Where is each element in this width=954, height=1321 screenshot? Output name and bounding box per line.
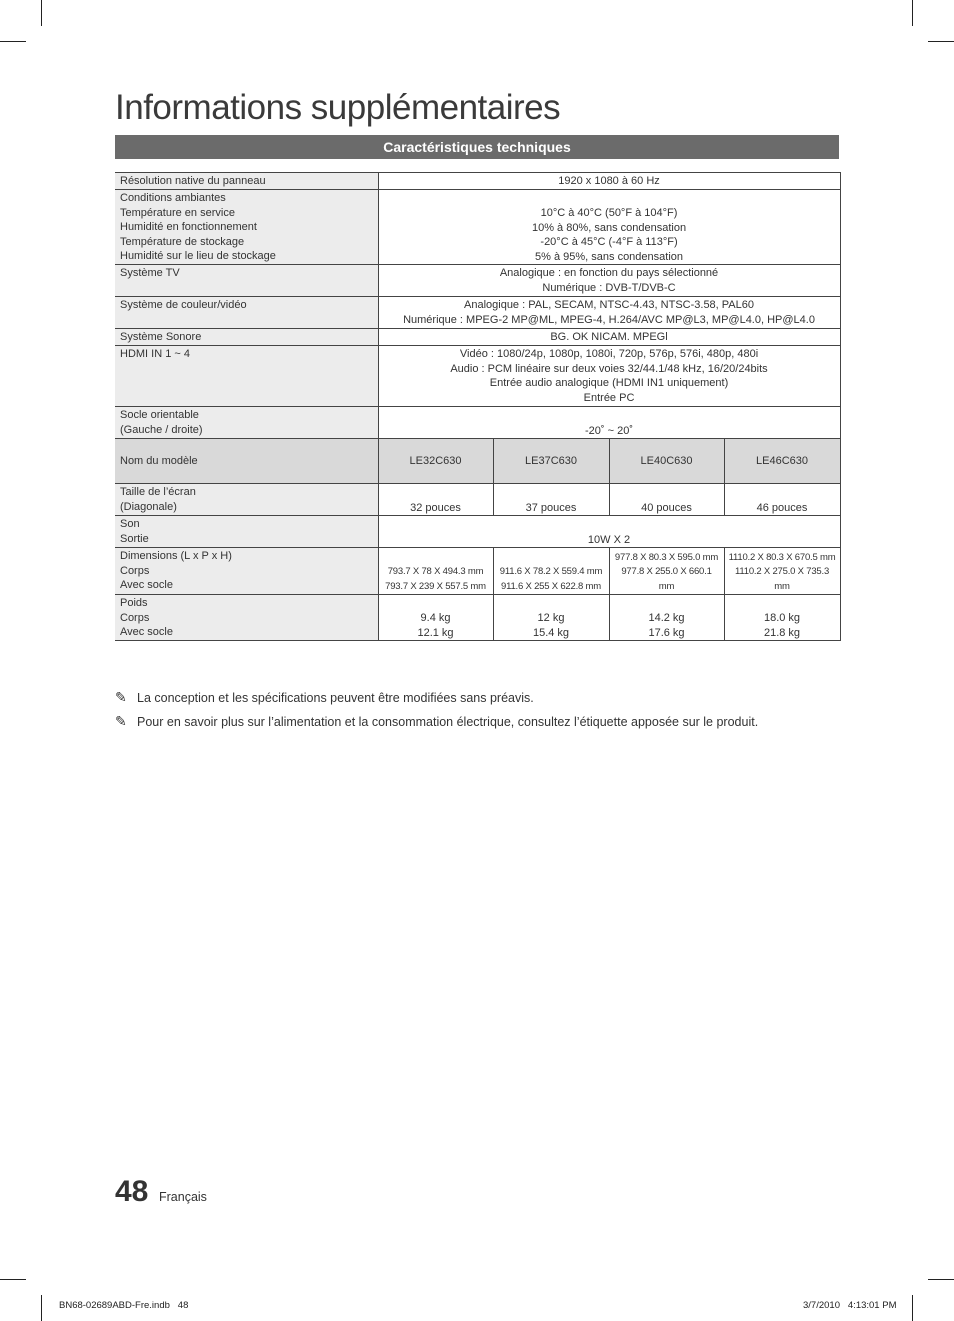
label-line: Socle orientable: [120, 409, 199, 421]
notes: [115, 688, 855, 736]
crop-mark: [912, 0, 913, 26]
label-line: Conditions ambiantes: [120, 192, 226, 204]
value-cell: [609, 548, 724, 595]
value-line: 10% à 80%, sans condensation: [531, 221, 687, 234]
row-label: Nom du modèle: [115, 439, 378, 484]
pencil-note-icon: ✎: [115, 689, 127, 705]
row-label: [115, 548, 378, 595]
label-line: Température en service: [120, 206, 235, 219]
footer-timestamp: 3/7/2010 4:13:01 PM: [803, 1300, 897, 1311]
note-item: [115, 688, 855, 712]
row-label: [115, 190, 378, 265]
label-line: Corps: [120, 611, 150, 624]
row-label: [115, 484, 378, 516]
label-line: Corps: [120, 564, 150, 577]
row-label: [115, 407, 378, 439]
value-line: 911.6 X 255 X 622.8 mm: [501, 580, 601, 592]
table-row-conditions: [115, 190, 840, 265]
note-text: La conception et les spécifications peuvent être modifiées sans préavis.: [137, 691, 534, 705]
row-value: BG. OK NICAM. MPEGl: [378, 329, 840, 346]
value-line: 15.4 kg: [532, 626, 570, 639]
row-value: [378, 265, 840, 297]
row-value: [378, 190, 840, 265]
crop-mark: [0, 1279, 26, 1280]
value-line: Analogique : PAL, SECAM, NTSC-4.43, NTSC-3.58, PAL60: [464, 299, 755, 311]
table-row-sound: [115, 516, 840, 548]
page-language: Français: [159, 1190, 207, 1204]
table-row-stand: [115, 407, 840, 439]
value-cell: [493, 595, 609, 641]
label-line: Dimensions (L x P x H): [120, 550, 232, 562]
row-value: [378, 297, 840, 329]
crop-mark: [41, 1295, 42, 1321]
table-row-dimensions: [115, 548, 840, 595]
value-cell: 32 pouces: [378, 484, 493, 516]
value-line: 17.6 kg: [648, 626, 685, 639]
value-line: Entrée PC: [583, 391, 635, 404]
value-line: Audio : PCM linéaire sur deux voies 32/44.1/48 kHz, 16/20/24bits: [450, 362, 768, 375]
value-line: Vidéo : 1080/24p, 1080p, 1080i, 720p, 576p, 576i, 480p, 480i: [459, 348, 759, 360]
crop-mark: [912, 1295, 913, 1321]
value-line: -20°C à 45°C (-4°F à 113°F): [540, 236, 678, 248]
model-cell: LE37C630: [493, 439, 609, 484]
value-cell: [378, 548, 493, 595]
value-line: 977.8 X 80.3 X 595.0 mm: [614, 551, 719, 563]
value-line: 14.2 kg: [648, 612, 685, 624]
crop-mark: [928, 1279, 954, 1280]
specifications-table: [115, 172, 841, 641]
row-label: Système TV: [115, 265, 378, 297]
table-row-sound-system: [115, 329, 840, 346]
label-line: Avec socle: [120, 626, 173, 638]
value-line: 12.1 kg: [417, 626, 454, 639]
value-cell: [378, 595, 493, 641]
value-line: 977.8 X 255.0 X 660.1 mm: [621, 566, 712, 592]
row-value: 1920 x 1080 à 60 Hz: [378, 173, 840, 190]
table-row-resolution: [115, 173, 840, 190]
footer-file-info: BN68-02689ABD-Fre.indb 48: [59, 1300, 189, 1311]
value-line: Numérique : MPEG-2 MP@ML, MPEG-4, H.264/AVC MP@L3, MP@L4.0, HP@L4.0: [403, 313, 815, 326]
crop-mark: [41, 0, 42, 26]
value-line: Analogique : en fonction du pays sélectionné: [499, 267, 719, 279]
model-cell: LE46C630: [724, 439, 840, 484]
value-line: 12 kg: [537, 612, 565, 624]
value-line: 10°C à 40°C (50°F à 104°F): [540, 207, 678, 219]
crop-mark: [0, 41, 26, 42]
table-row-weight: [115, 595, 840, 641]
value-line: 1110.2 X 80.3 X 670.5 mm: [728, 551, 836, 563]
value-line: 5% à 95%, sans condensation: [535, 250, 684, 263]
value-cell: 46 pouces: [724, 484, 840, 516]
label-line: Température de stockage: [120, 235, 245, 248]
label-line: Humidité en fonctionnement: [120, 221, 257, 233]
value-line: 793.7 X 78 X 494.3 mm: [387, 566, 484, 577]
table-row-model: [115, 439, 840, 484]
note-text: Pour en savoir plus sur l’alimentation et la consommation électrique, consultez l’étiquette apposée sur le produit.: [137, 715, 759, 729]
note-item: [115, 712, 855, 736]
row-label: HDMI IN 1 ~ 4: [115, 346, 378, 407]
label-line: (Diagonale): [120, 500, 177, 513]
pencil-note-icon: ✎: [115, 713, 127, 729]
label-line: Poids: [120, 597, 148, 609]
label-line: Son: [120, 518, 140, 530]
row-label: Système Sonore: [115, 329, 378, 346]
model-cell: LE32C630: [378, 439, 493, 484]
value-line: Numérique : DVB-T/DVB-C: [542, 281, 676, 294]
row-value: -20˚ ~ 20˚: [378, 407, 840, 439]
label-line: Taille de l’écran: [120, 486, 196, 498]
page-number: 48: [115, 1175, 149, 1208]
label-line: (Gauche / droite): [120, 423, 203, 436]
value-cell: 37 pouces: [493, 484, 609, 516]
row-value: 10W X 2: [378, 516, 840, 548]
row-value: [378, 346, 840, 407]
table-row-hdmi: [115, 346, 840, 407]
page-title: Informations supplémentaires: [115, 88, 561, 127]
value-cell: [724, 548, 840, 595]
value-cell: 40 pouces: [609, 484, 724, 516]
value-line: 21.8 kg: [763, 626, 801, 639]
row-label: [115, 516, 378, 548]
label-line: Avec socle: [120, 579, 173, 591]
value-line: 793.7 X 239 X 557.5 mm: [385, 580, 486, 592]
model-cell: LE40C630: [609, 439, 724, 484]
row-label: [115, 595, 378, 641]
row-label: Système de couleur/vidéo: [115, 297, 378, 329]
value-cell: [724, 595, 840, 641]
crop-mark: [928, 41, 954, 42]
value-line: Entrée audio analogique (HDMI IN1 uniquement): [489, 377, 729, 389]
value-line: 18.0 kg: [763, 612, 801, 624]
row-label: Résolution native du panneau: [115, 173, 378, 190]
value-line: 9.4 kg: [420, 612, 451, 624]
label-line: Sortie: [120, 532, 149, 545]
table-row-tv-system: [115, 265, 840, 297]
value-line: 911.6 X 78.2 X 559.4 mm: [499, 566, 603, 577]
value-cell: [493, 548, 609, 595]
label-line: Humidité sur le lieu de stockage: [120, 250, 276, 262]
table-row-color-system: [115, 297, 840, 329]
section-title: Caractéristiques techniques: [115, 135, 839, 159]
value-line: 1110.2 X 275.0 X 735.3 mm: [735, 566, 830, 592]
value-cell: [609, 595, 724, 641]
table-row-screen-size: [115, 484, 840, 516]
